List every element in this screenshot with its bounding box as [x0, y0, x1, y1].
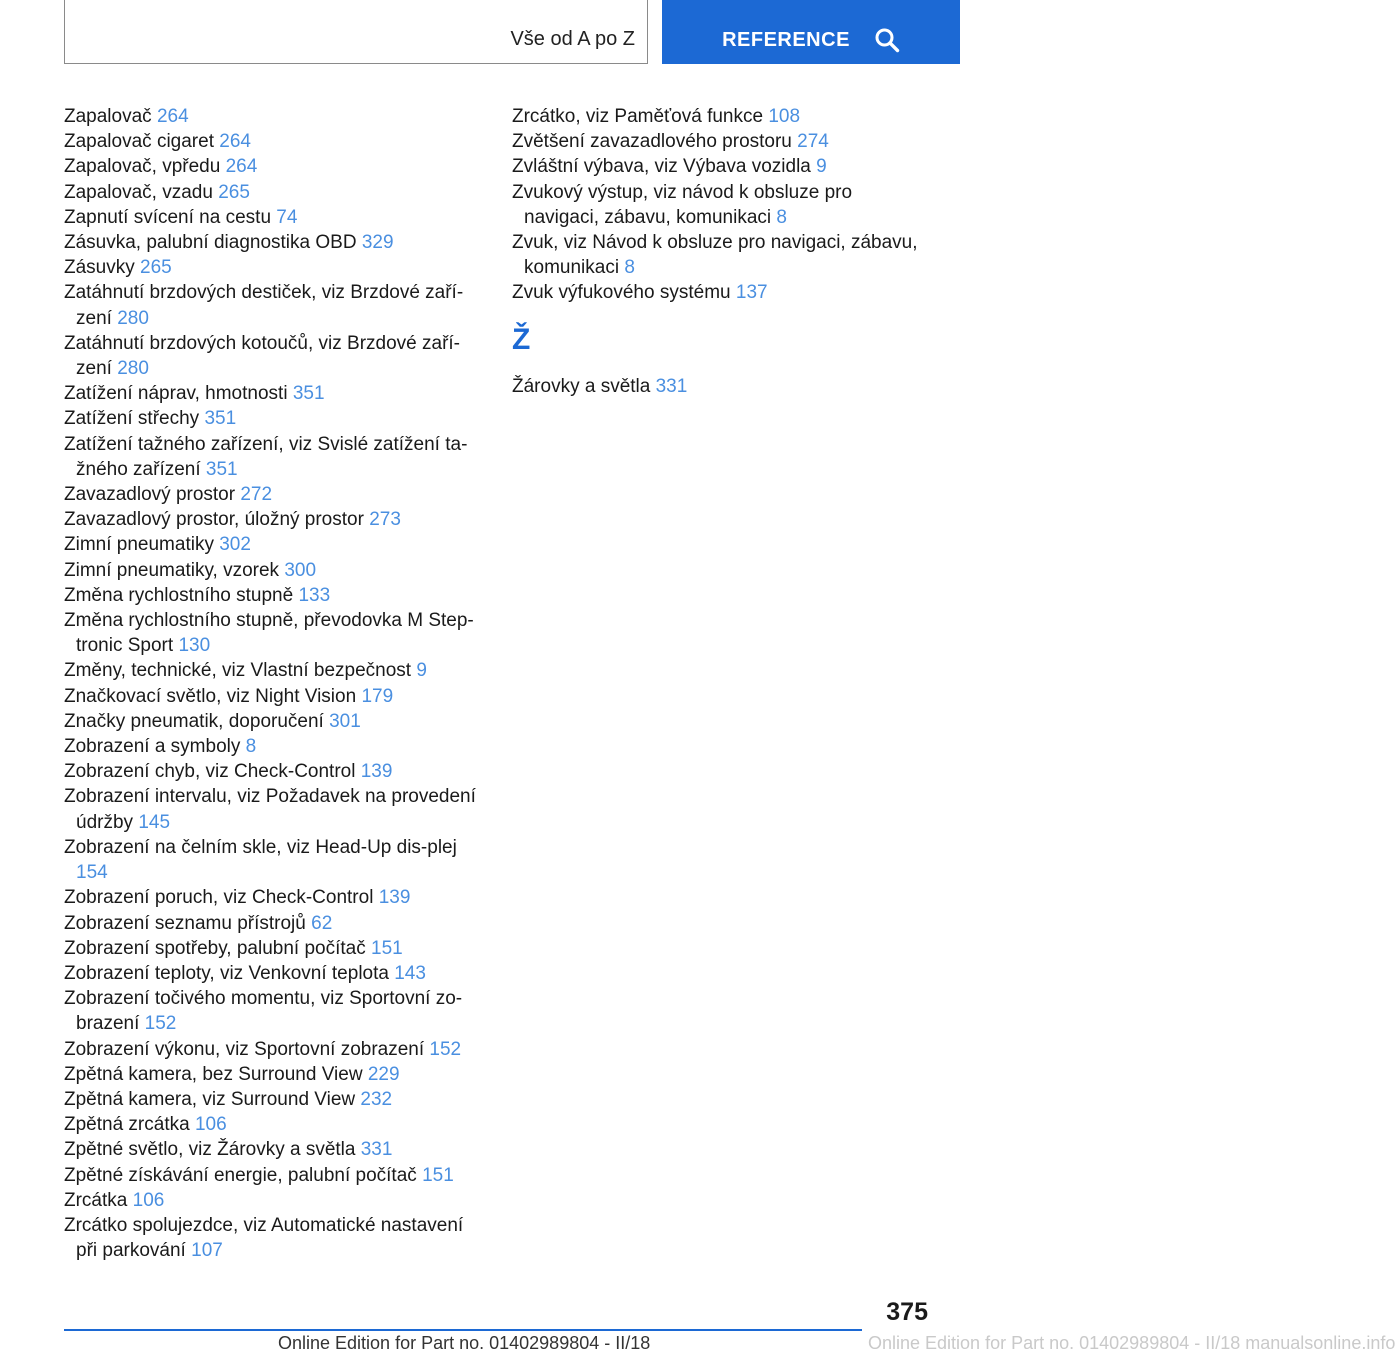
- index-entry: [64, 280, 484, 330]
- section-header: [64, 0, 648, 64]
- index-entry-text: Zobrazení chyb, viz Check-Control: [64, 761, 356, 783]
- page-reference-link[interactable]: 273: [369, 509, 401, 531]
- page-reference-link[interactable]: 145: [138, 811, 171, 833]
- index-column-left: [64, 104, 484, 1263]
- page-reference-link[interactable]: 301: [329, 710, 361, 732]
- page-reference-link[interactable]: 274: [797, 131, 829, 153]
- index-entry: [64, 558, 484, 583]
- letter-heading: Ž: [512, 322, 531, 356]
- index-entry-text: Zapnutí svícení na cestu: [64, 206, 272, 228]
- index-entry: [64, 986, 484, 1036]
- footer-rule: [64, 1329, 862, 1331]
- index-entry-text: Zpětné světlo, viz Žárovky a světla: [64, 1139, 356, 1161]
- index-entry: [64, 1112, 484, 1137]
- page-reference-link[interactable]: 272: [240, 484, 273, 506]
- index-entry-text: Zobrazení na čelním skle, viz Head-Up dis-plej: [64, 836, 457, 858]
- index-entry-text: Zrcátko spolujezdce, viz Automatické nastavení při parkování: [64, 1214, 464, 1262]
- page-reference-link[interactable]: 108: [768, 106, 801, 127]
- index-entry-text: Žárovky a světla: [512, 375, 651, 397]
- index-entry-text: Zobrazení spotřeby, palubní počítač: [64, 937, 366, 959]
- page-reference-link[interactable]: 143: [394, 962, 426, 984]
- index-entry: [64, 734, 484, 759]
- index-entry-text: Zobrazení výkonu, viz Sportovní zobrazení: [64, 1038, 425, 1060]
- index-entry: [64, 911, 484, 936]
- index-entry-text: Zobrazení poruch, viz Check-Control: [64, 887, 374, 909]
- page-reference-link[interactable]: 107: [191, 1240, 223, 1262]
- index-entry: [64, 482, 484, 507]
- footer-watermark: Online Edition for Part no. 01402989804 - II/18 manualsonline.info: [868, 1333, 1395, 1353]
- index-entry-text: Zvuk výfukového systému: [512, 282, 731, 304]
- index-entry-text: Změny, technické, viz Vlastní bezpečnost: [64, 660, 412, 682]
- page-reference-link[interactable]: 151: [371, 937, 403, 959]
- index-entry-text: Zimní pneumatiky: [64, 534, 214, 556]
- page-reference-link[interactable]: 280: [117, 307, 149, 329]
- index-entry: [64, 936, 484, 961]
- page-reference-link[interactable]: 8: [776, 206, 787, 228]
- index-entry: [512, 280, 932, 305]
- index-entry: [64, 331, 484, 381]
- page-reference-link[interactable]: 179: [361, 685, 394, 707]
- page-reference-link[interactable]: 139: [360, 761, 393, 783]
- index-entry: [64, 1037, 484, 1062]
- page-reference-link[interactable]: 265: [140, 257, 172, 279]
- page-reference-link[interactable]: 152: [144, 1013, 177, 1035]
- page-reference-link[interactable]: 232: [360, 1088, 393, 1110]
- index-entry-text: Zvláštní výbava, viz Výbava vozidla: [512, 156, 811, 178]
- index-entry-text: Zatížení tažného zařízení, viz Svislé zatížení ta-žného zařízení: [64, 433, 468, 480]
- index-entry-text: Zpětná kamera, bez Surround View: [64, 1063, 363, 1085]
- index-entry-text: Značky pneumatik, doporučení: [64, 710, 324, 732]
- footer-edition: Online Edition for Part no. 01402989804 - II/18: [278, 1333, 651, 1353]
- index-entry: [512, 104, 932, 129]
- index-entry-text: Zvětšení zavazadlového prostoru: [512, 131, 792, 153]
- index-entry: [64, 885, 484, 910]
- page-reference-link[interactable]: 351: [292, 383, 325, 405]
- page-reference-link[interactable]: 265: [218, 181, 250, 203]
- index-entry: [64, 104, 484, 129]
- page-reference-link[interactable]: 229: [367, 1063, 400, 1085]
- index-entry-text: Zrcátka: [64, 1189, 128, 1211]
- page-reference-link[interactable]: 9: [416, 660, 427, 682]
- index-entry: [64, 608, 484, 658]
- index-entry: [64, 406, 484, 431]
- reference-tab-label: REFERENCE: [722, 28, 850, 51]
- search-icon[interactable]: [874, 27, 900, 53]
- index-entry: [64, 835, 484, 885]
- index-entry-text: Zpětná kamera, viz Surround View: [64, 1088, 356, 1110]
- index-entry-text: Zvukový výstup, viz návod k obsluze pro navigaci, zábavu, komunikaci: [512, 181, 853, 228]
- index-entry-text: Zobrazení intervalu, viz Požadavek na provedení údržby: [64, 786, 476, 833]
- index-entry-text: Zobrazení seznamu přístrojů: [64, 912, 306, 934]
- index-entry: [512, 374, 932, 399]
- index-entry: [512, 154, 932, 179]
- page-reference-link[interactable]: 106: [132, 1189, 165, 1211]
- page-reference-link[interactable]: 151: [422, 1164, 454, 1186]
- section-title: Vše od A po Z: [510, 28, 635, 50]
- page-reference-link[interactable]: 152: [429, 1038, 462, 1060]
- index-entry: [64, 532, 484, 557]
- index-entry: [64, 759, 484, 784]
- page-reference-link[interactable]: 106: [194, 1114, 227, 1136]
- index-entry-text: Zapalovač: [64, 106, 152, 127]
- index-entry-text: Zpětná zrcátka: [64, 1114, 190, 1136]
- page-reference-link[interactable]: 300: [284, 559, 317, 581]
- page-reference-link[interactable]: 302: [219, 534, 251, 556]
- page-reference-link[interactable]: 331: [655, 375, 688, 397]
- index-entry: [64, 684, 484, 709]
- index-entry: [64, 507, 484, 532]
- page-reference-link[interactable]: 9: [816, 156, 827, 178]
- index-entry-text: Zatáhnutí brzdových destiček, viz Brzdové zaří-zení: [64, 282, 464, 329]
- page-reference-link[interactable]: 133: [298, 584, 331, 606]
- page-reference-link[interactable]: 264: [156, 106, 189, 127]
- page-reference-link[interactable]: 329: [361, 232, 394, 254]
- index-entry: [64, 1062, 484, 1087]
- index-entry: [64, 709, 484, 734]
- index-entry-text: Změna rychlostního stupně, převodovka M Step-tronic Sport: [64, 610, 474, 657]
- index-entry-text: Zatáhnutí brzdových kotoučů, viz Brzdové zaří-zení: [64, 332, 461, 380]
- index-entry-text: Zavazadlový prostor: [64, 484, 236, 506]
- index-entry-text: Zobrazení točivého momentu, viz Sportovní zo-brazení: [64, 988, 463, 1035]
- page-reference-link[interactable]: 8: [245, 736, 257, 758]
- index-entry: [512, 230, 932, 280]
- page-reference-link[interactable]: 264: [225, 156, 258, 178]
- page-reference-link[interactable]: 137: [735, 282, 768, 304]
- index-entry: [64, 129, 484, 154]
- index-entry-text: Zobrazení teploty, viz Venkovní teplota: [64, 962, 389, 984]
- index-column-right: [512, 104, 932, 399]
- page-reference-link[interactable]: 8: [624, 257, 635, 279]
- index-entry: [64, 230, 484, 255]
- index-entry-text: Zatížení náprav, hmotnosti: [64, 383, 288, 405]
- page-reference-link[interactable]: 264: [219, 131, 251, 153]
- page-number: 375: [886, 1298, 928, 1326]
- index-entry: [64, 180, 484, 205]
- index-entry-text: Zapalovač, vzadu: [64, 181, 213, 203]
- index-entry-text: Zatížení střechy: [64, 408, 200, 430]
- index-entry: [64, 1163, 484, 1188]
- page-reference-link[interactable]: 130: [178, 635, 211, 657]
- index-entry-text: Zásuvky: [64, 257, 135, 279]
- page-reference-link[interactable]: 351: [205, 458, 238, 480]
- reference-tab[interactable]: [662, 0, 960, 64]
- index-list-zh: [512, 374, 932, 399]
- index-entry: [64, 205, 484, 230]
- index-entry: [64, 1188, 484, 1213]
- index-entry: [64, 432, 484, 482]
- index-entry-text: Zobrazení a symboly: [64, 736, 241, 758]
- index-entry: [64, 154, 484, 179]
- index-list-z: [512, 104, 932, 306]
- index-entry: [64, 784, 484, 834]
- index-entry: [64, 1213, 484, 1263]
- index-entry-text: Zimní pneumatiky, vzorek: [64, 559, 280, 581]
- index-entry: [512, 129, 932, 154]
- page-reference-link[interactable]: 331: [360, 1139, 393, 1161]
- index-entry-text: Zvuk, viz Návod k obsluze pro navigaci, zábavu, komunikaci: [512, 232, 918, 279]
- page-reference-link[interactable]: 74: [276, 206, 298, 228]
- index-entry: [64, 381, 484, 406]
- index-entry-text: Zapalovač cigaret: [64, 131, 214, 153]
- page-reference-link[interactable]: 139: [378, 887, 411, 909]
- index-entry-text: Změna rychlostního stupně: [64, 584, 294, 606]
- index-entry-text: Zavazadlový prostor, úložný prostor: [64, 509, 364, 531]
- index-entry: [64, 658, 484, 683]
- page-reference-link[interactable]: 62: [311, 912, 333, 934]
- page-reference-link[interactable]: 280: [117, 358, 149, 380]
- page-reference-link[interactable]: 154: [76, 862, 108, 884]
- index-entry: [512, 180, 932, 230]
- index-entry-text: Zpětné získávání energie, palubní počítač: [64, 1164, 417, 1186]
- index-entry-text: Zrcátko, viz Paměťová funkce: [512, 106, 764, 127]
- index-entry-text: Zapalovač, vpředu: [64, 156, 221, 178]
- index-entry: [64, 961, 484, 986]
- index-entry: [64, 1137, 484, 1162]
- index-entry: [64, 1087, 484, 1112]
- index-entry: [64, 583, 484, 608]
- page-reference-link[interactable]: 351: [204, 408, 237, 430]
- index-entry: [64, 255, 484, 280]
- index-entry-text: Značkovací světlo, viz Night Vision: [64, 685, 357, 707]
- index-entry-text: Zásuvka, palubní diagnostika OBD: [64, 232, 357, 254]
